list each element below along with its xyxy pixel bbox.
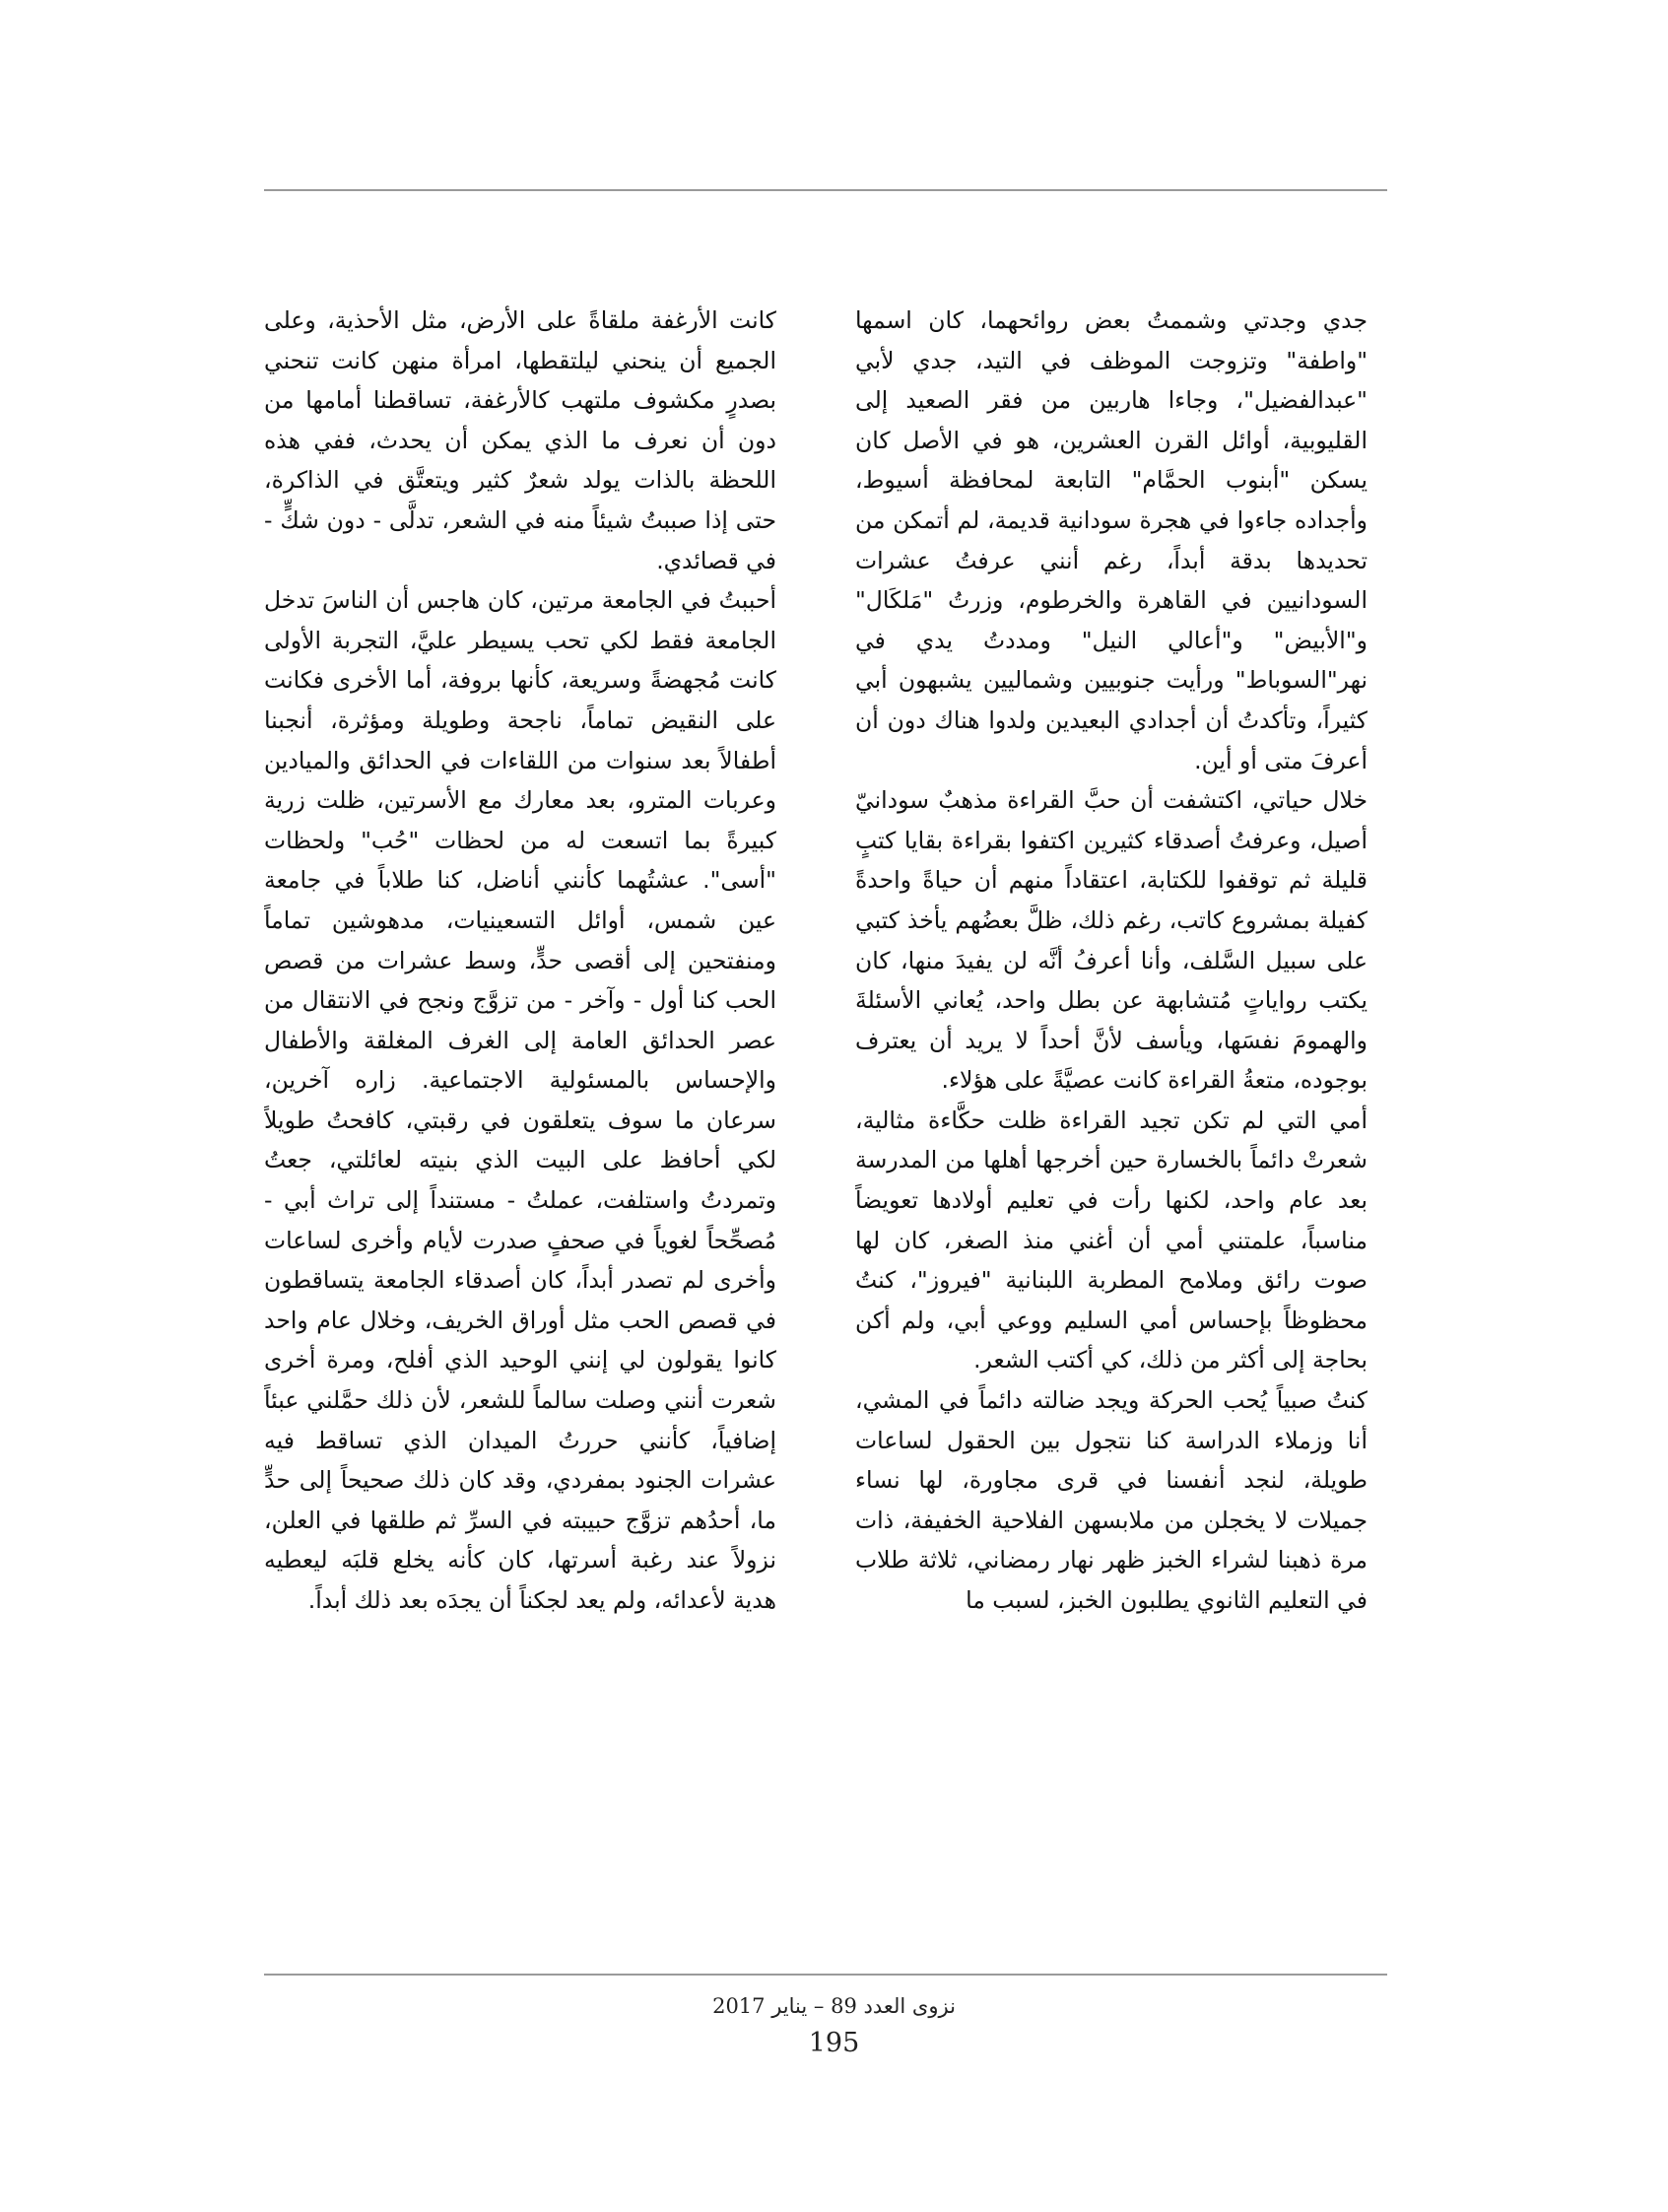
right-paragraph-3: أمي التي لم تكن تجيد القراءة ظلت حكَّاءة مثالية، شعرتْ دائماً بالخسارة حين أخرجها أهلها من المدرسة بعد عام واحد، لكنها رأت في تعليم أولادها تعويضاً مناسباً، علمتني أمي أن أغني منذ الصغر، كان لها صوت رائق وملامح المطربة اللبنانية "فيروز"، كنتُ محظوظاً بإحساس أمي السليم ووعي أبي، ولم أكن بحاجة إلى أكثر من ذلك، كي أكتب الشعر. <box>855 1106 1368 1374</box>
page-number: 195 <box>808 2028 860 2058</box>
left-paragraph-2: أحببتُ في الجامعة مرتين، كان هاجس أن الناسَ تدخل الجامعة فقط لكي تحب يسيطر عليَّ، التجربة الأولى كانت مُجهضةً وسريعة، كأنها بروفة، أما الأخرى فكانت على النقيض تماماً، ناجحة وطويلة ومؤثرة، أنجبنا أطفالاً بعد سنوات من اللقاءات في الحدائق والميادين وعربات المترو، بعد معارك مع الأسرتين، ظلت زرية كبيرةً بما اتسعت له من لحظات "حُب" ولحظات "أسى". عشتُهما كأنني أناضل، كنا طلاباً في جامعة عين شمس، أوائل التسعينيات، مدهوشين تماماً ومنفتحين إلى أقصى حدٍّ، وسط عشرات من قصص الحب كنا أول - وآخر - من تزوَّج ونجح في الانتقال من عصر الحدائق العامة إلى الغرف المغلقة والأطفال والإحساس بالمسئولية الاجتماعية. زاره آخرين، سرعان ما سوف يتعلقون في رقبتي، كافحتُ طويلاً لكي أحافظ على البيت الذي بنيته لعائلتي، جعتُ وتمردتُ واستلفت، عملتُ - مستنداً إلى تراث أبي - مُصحِّحاً لغوياً في صحفٍ صدرت لأيام وأخرى لساعات وأخرى لم تصدر أبداً، كان أصدقاء الجامعة يتساقطون في قصص الحب مثل أوراق الخريف، وخلال عام واحد كانوا يقولون لي إنني الوحيد الذي أفلح، ومرة أخرى شعرت أنني وصلت سالماً للشعر، لأن ذلك حمَّلني عبئاً إضافياً، كأنني حررتُ الميدان الذي تساقط فيه عشرات الجنود بمفردي، وقد كان ذلك صحيحاً إلى حدٍّ ما، أحدُهم تزوَّج حبيبته في السرِّ ثم طلقها في العلن، نزولاً عند رغبة أسرتها، كان كأنه يخلع قلبَه ليعطيه هدية لأعدائه، ولم يعد لجكناً أن يجدَه بعد ذلك أبداً. <box>264 586 776 1614</box>
right-paragraph-4: كنتُ صبياً يُحب الحركة ويجد ضالته دائماً في المشي، أنا وزملاء الدراسة كنا نتجول بين الحقول لساعات طويلة، لنجد أنفسنا في قرى مجاورة، لها نساء جميلات لا يخجلن من ملابسهن الفلاحية الخفيفة، ذات مرة ذهبنا لشراء الخبز ظهر نهار رمضاني، ثلاثة طلاب في التعليم الثانوي يطلبون الخبز، لسبب ما <box>855 1386 1368 1614</box>
footer-issue-line: نزوى العدد 89 – يناير 2017 <box>712 1994 956 2018</box>
top-rule <box>264 189 1387 191</box>
bottom-rule <box>264 1974 1387 1976</box>
left-column <box>264 301 776 2015</box>
right-paragraph-1: جدي وجدتي وشممتُ بعض روائحهما، كان اسمها "واطفة" وتزوجت الموظف في التيد، جدي لأبي "عبدالفضيل"، وجاءا هاربين من فقر الصعيد إلى القليوبية، أوائل القرن العشرين، هو في الأصل كان يسكن "أبنوب الحمَّام" التابعة لمحافظة أسيوط، وأجداده جاءوا في هجرة سودانية قديمة، لم أتمكن من تحديدها بدقة أبداً، رغم أنني عرفتُ عشرات السودانيين في القاهرة والخرطوم، وزرتُ "مَلكَال" و"الأبيض" و"أعالي النيل" ومددتُ يدي في نهر"السوباط" ورأيت جنوبيين وشماليين يشبهون أبي كثيراً، وتأكدتُ أن أجدادي البعيدين ولدوا هناك دون أن أعرفَ متى أو أين. <box>855 306 1368 774</box>
right-paragraph-2: خلال حياتي، اكتشفت أن حبَّ القراءة مذهبٌ سودانيّ أصيل، وعرفتُ أصدقاء كثيرين اكتفوا بقراءة بقايا كتبٍ قليلة ثم توقفوا للكتابة، اعتقاداً منهم أن حياةً واحدةً كفيلة بمشروع كاتب، رغم ذلك، ظلَّ بعضُهم يأخذ كتبي على سبيل السَّلف، وأنا أعرفُ أنَّه لن يفيدَ منها، كان يكتب رواياتٍ مُتشابهة عن بطل واحد، يُعاني الأسئلةَ والهمومَ نفسَها، ويأسف لأنَّ أحداً لا يريد أن يعترف بوجوده، متعةُ القراءة كانت عصيَّةً على هؤلاء. <box>855 786 1368 1095</box>
right-column <box>855 301 1368 2015</box>
left-paragraph-1: كانت الأرغفة ملقاةً على الأرض، مثل الأحذية، وعلى الجميع أن ينحني ليلتقطها، امرأة منهن كانت تنحني بصدرٍ مكشوف ملتهب كالأرغفة، تساقطنا أمامها من دون أن نعرف ما الذي يمكن أن يحدث، ففي هذه اللحظة بالذات يولد شعرٌ كثير ويتعتَّق في الذاكرة، حتى إذا صببتُ شيئاً منه في الشعر، تدلَّى - دون شكٍّ - في قصائدي. <box>264 306 776 574</box>
